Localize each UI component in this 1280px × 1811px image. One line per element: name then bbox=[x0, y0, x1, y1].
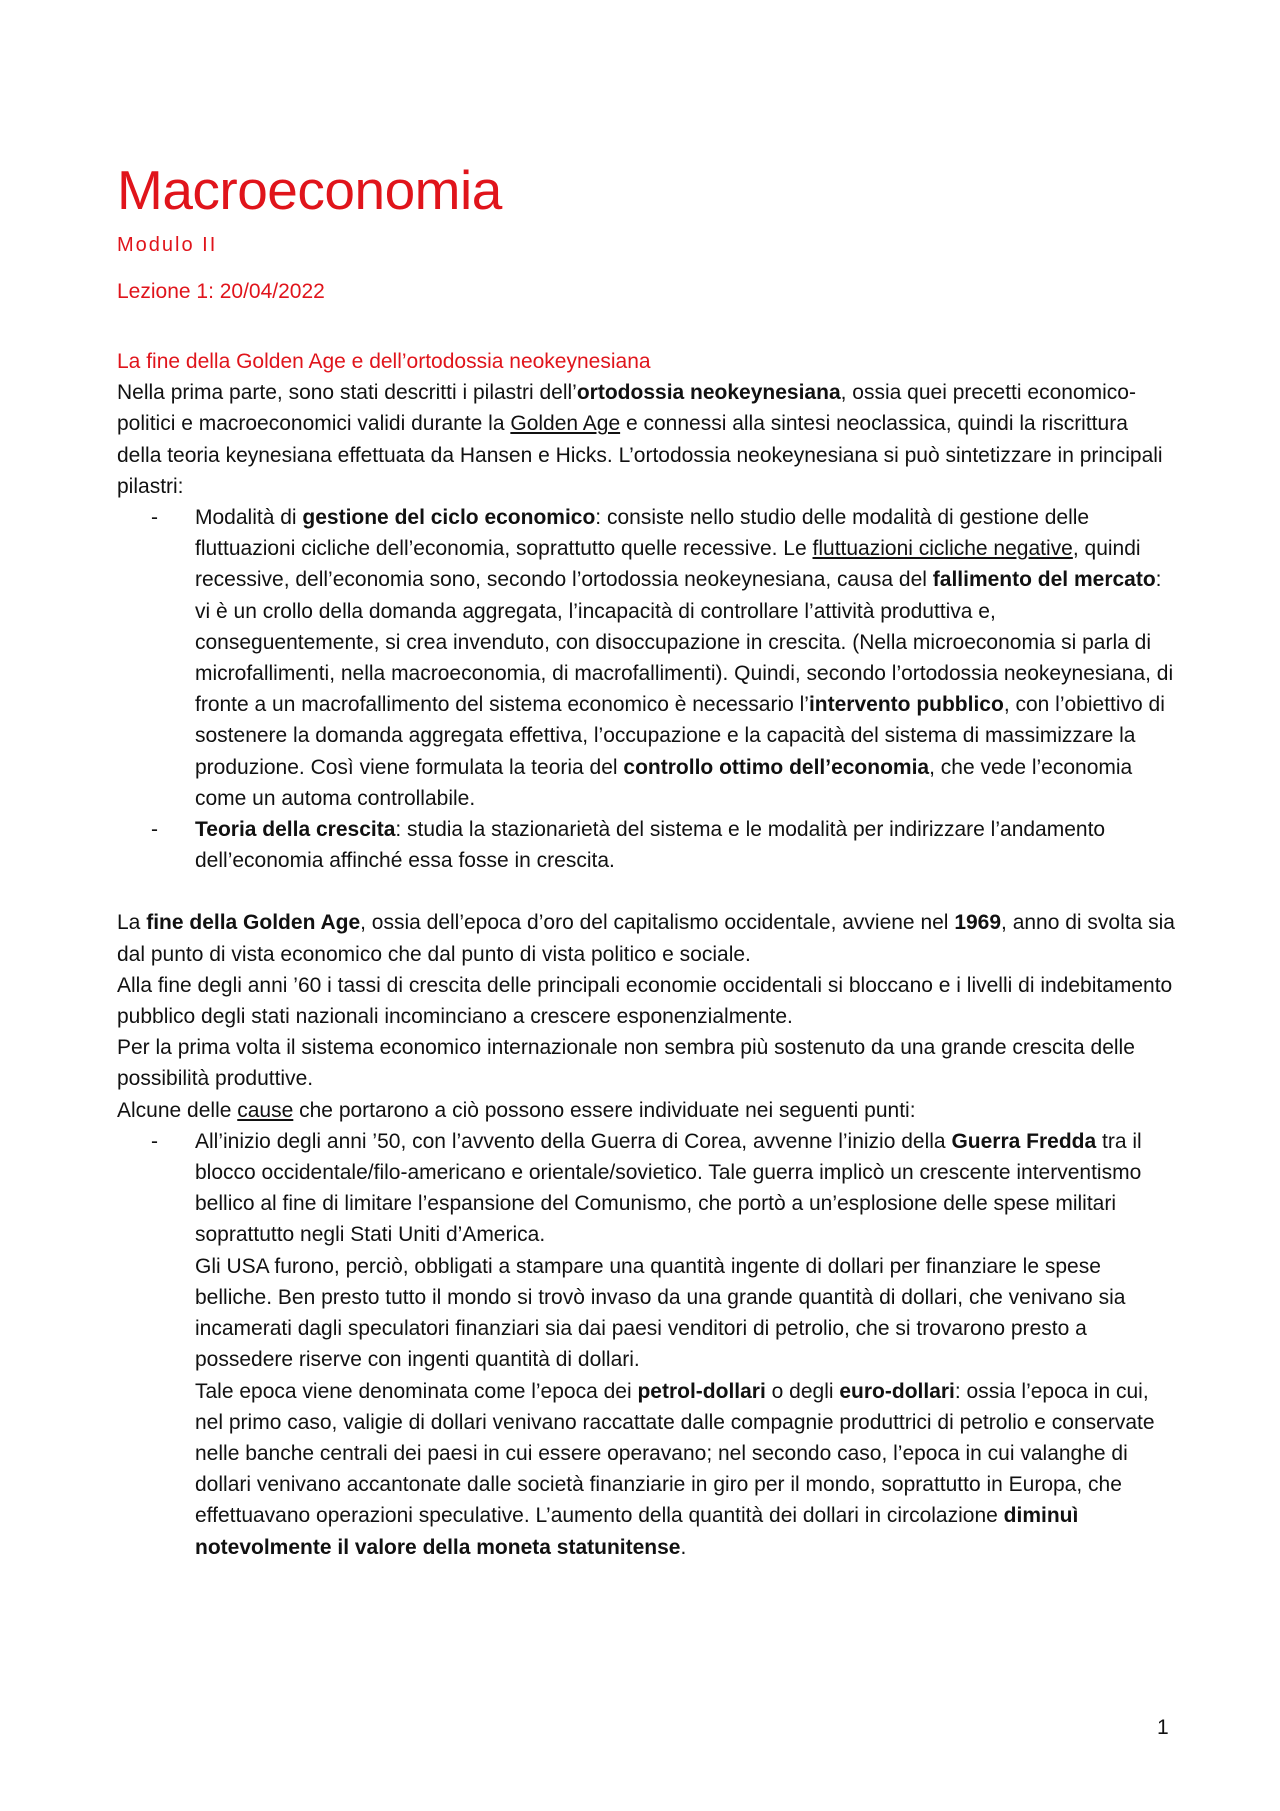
paragraph-golden-age-end: La fine della Golden Age, ossia dell’epoca d’oro del capitalismo occidentale, avviene nel 1969, anno di svolta sia dal punto di vista economico che dal punto di vista politico e sociale. bbox=[117, 911, 1175, 966]
lesson-heading: Lezione 1: 20/04/2022 bbox=[117, 280, 325, 303]
bullet-dash: - bbox=[151, 1129, 158, 1153]
paragraph-international-system: Per la prima volta il sistema economico internazionale non sembra più sostenuto da una grande crescita delle possibilità produttive. bbox=[117, 1036, 1135, 1091]
paragraph-growth-rates: Alla fine degli anni ’60 i tassi di crescita delle principali economie occidentali si bloccano e i livelli di indebitamento pubblico degli stati nazionali incominciano a crescere esponenzialmente. bbox=[117, 973, 1173, 1029]
pillars-list bbox=[117, 502, 1177, 876]
document-body bbox=[117, 346, 1177, 1563]
section-title: La fine della Golden Age e dell’ortodossia neokeynesiana bbox=[117, 350, 651, 373]
causes-list bbox=[117, 1126, 1177, 1563]
list-item: - Teoria della crescita: studia la stazionarietà del sistema e le modalità per indirizzare l’andamento dell’economia affinché essa fosse in crescita. bbox=[117, 814, 1177, 876]
page-title: Macroeconomia bbox=[117, 159, 502, 221]
list-item: - All’inizio degli anni ’50, con l’avvento della Guerra di Corea, avvenne l’inizio della Guerra Fredda tra il blocco occidentale/filo-americano e orientale/sovietico. Tale guerra implicò un crescente interventismo bellico al fine di limitare l’espansione del Comunismo, che portò a un’esplosione delle spese militari soprattutto negli Stati Uniti d’America. Gli USA furono, perciò, obbligati a stampare una quantità ingente di dollari per finanziare le spese belliche. Ben presto tutto il mondo si trovò invaso da una grande quantità di dollari, che venivano sia incamerati dagli speculatori finanziari sia dai paesi venditori di petrolio, che si trovarono presto a possedere riserve con ingenti quantità di dollari. Tale epoca viene denominata come l’epoca dei petrol-dollari o degli euro-dollari: ossia l’epoca in cui, nel primo caso, valigie di dollari venivano raccattate dalle compagnie produttrici di petrolio e conservate nelle banche centrali dei paesi in cui essere operavano; nel secondo caso, l’epoca in cui valanghe di dollari venivano accantonate dalle società finanziarie in giro per il mondo, soprattutto in Europa, che effettuavano operazioni speculative. L’aumento della quantità dei dollari in circolazione diminuì notevolmente il valore della moneta statunitense. bbox=[117, 1126, 1177, 1563]
paragraph-causes-intro: Alcune delle cause che portarono a ciò possono essere individuate nei seguenti punti: bbox=[117, 1098, 916, 1122]
bullet-dash: - bbox=[151, 506, 158, 530]
bullet-dash: - bbox=[151, 818, 158, 842]
intro-paragraph: Nella prima parte, sono stati descritti i pilastri dell’ortodossia neokeynesiana, ossia quei precetti economico-politici e macroeconomici validi durante la Golden Age e connessi alla sintesi neoclassica, quindi la riscrittura della teoria keynesiana effettuata da Hansen e Hicks. L’ortodossia neokeynesiana si può sintetizzare in principali pilastri: bbox=[117, 381, 1163, 498]
page-number: 1 bbox=[1157, 1716, 1169, 1739]
spacer bbox=[117, 876, 1177, 907]
page-subtitle: Modulo II bbox=[117, 234, 218, 256]
list-item: - Modalità di gestione del ciclo economico: consiste nello studio delle modalità di gestione delle fluttuazioni cicliche dell’economia, soprattutto quelle recessive. Le fluttuazioni cicliche negative, quindi recessive, dell’economia sono, secondo l’ortodossia neokeynesiana, causa del fallimento del mercato: vi è un crollo della domanda aggregata, l’incapacità di controllare l’attività produttiva e, conseguentemente, si crea invenduto, con disoccupazione in crescita. (Nella microeconomia si parla di microfallimenti, nella macroeconomia, di macrofallimenti). Quindi, secondo l’ortodossia neokeynesiana, di fronte a un macrofallimento del sistema economico è necessario l’intervento pubblico, con l’obiettivo di sostenere la domanda aggregata effettiva, l’occupazione e la capacità del sistema di massimizzare la produzione. Così viene formulata la teoria del controllo ottimo dell’economia, che vede l’economia come un automa controllabile. bbox=[117, 502, 1177, 814]
